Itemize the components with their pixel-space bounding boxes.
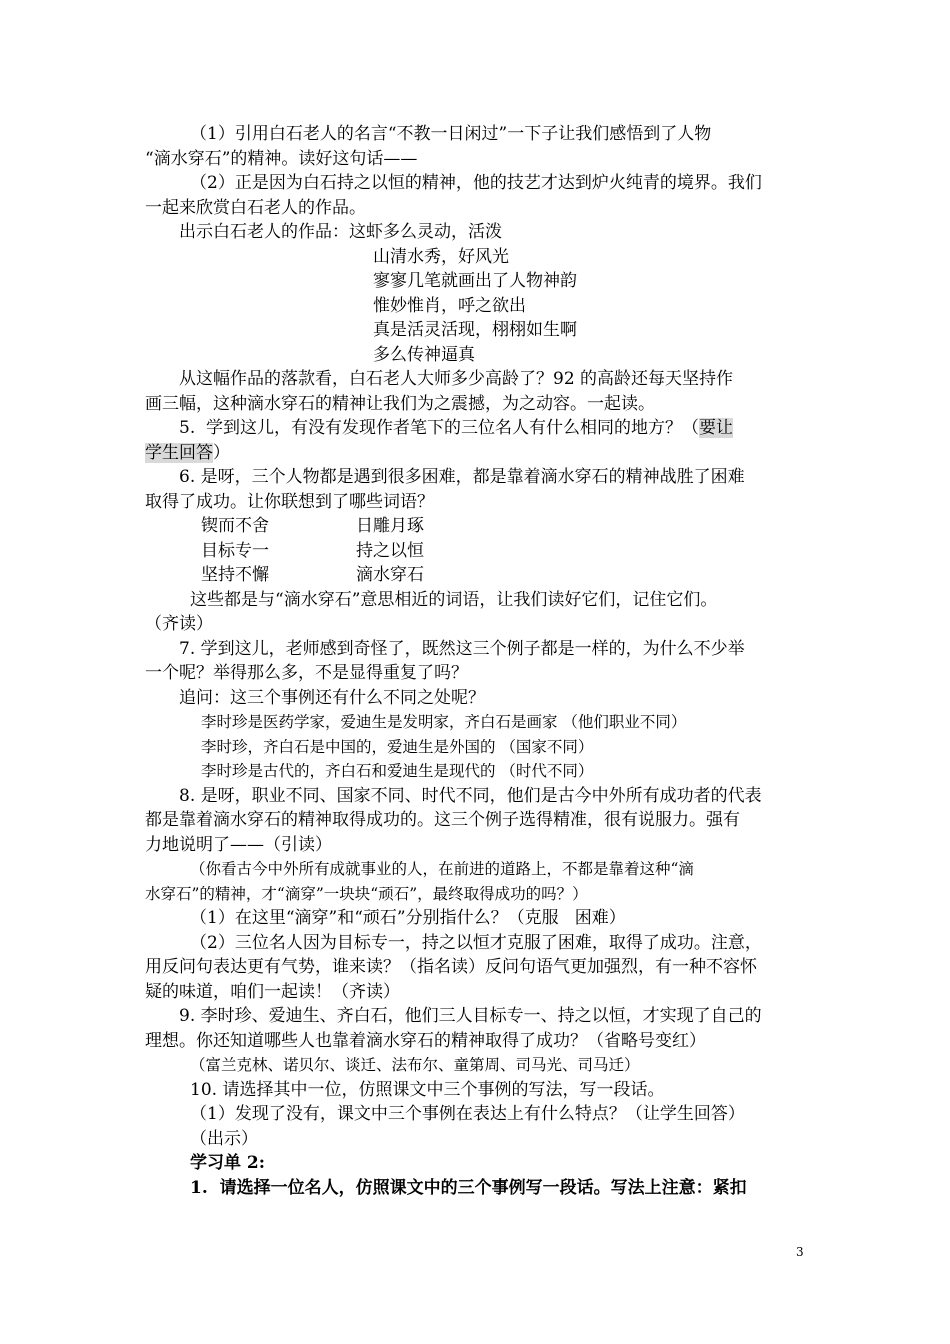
text-line: 10. 请选择其中一位，仿照课文中三个事例的写法，写一段话。 [190,1079,665,1100]
body-text [145,122,805,1200]
text-line: （1）引用白石老人的名言“不教一日闲过”一下子让我们感悟到了人物 [190,124,712,144]
text-line: 从这幅作品的落款看，白石老人大师多少高龄了？92 的高龄还每天坚持作 [179,369,734,389]
highlighted-text: 学生回答 [145,442,213,463]
word: 坚持不懈 [201,565,269,585]
text-line: 理想。你还知道哪些人也靠着滴水穿石的精神取得了成功？（省略号变红） [145,1030,706,1051]
word-pair-row [145,514,805,539]
text-line: 李时珍，齐白石是中国的，爱迪生是外国的 （国家不同） [201,737,594,756]
text-line: 寥寥几笔就画出了人物神韵 [373,271,577,291]
text-line: 取得了成功。让你联想到了哪些词语？ [145,491,434,512]
text-line [145,416,805,441]
text-line: 一个呢？举得那么多，不是显得重复了吗？ [145,663,468,683]
text-line: 9. 李时珍、爱迪生、齐白石，他们三人目标专一、持之以恒，才实现了自己的 [179,1006,762,1026]
text-line: 都是靠着滴水穿石的精神取得成功的。这三个例子选得精准，很有说服力。强有 [145,810,740,830]
text-line: 疑的味道，咱们一起读！（齐读） [145,981,400,1002]
text-line: （你看古今中外所有成就事业的人，在前进的道路上，不都是靠着这种“滴 [190,860,694,878]
word: 目标专一 [201,540,269,561]
highlighted-text: 要让 [699,418,734,438]
text-line: （富兰克林、诺贝尔、谈迁、法布尔、童第周、司马光、司马迁） [190,1056,640,1074]
text-line: 8. 是呀，职业不同、国家不同、时代不同，他们是古今中外所有成功者的代表 [179,785,762,806]
text-segment: ） [213,442,230,463]
text-segment: 5. 学到这儿，有没有发现作者笔下的三位名人有什么相同的地方？（ [179,418,700,438]
text-line: 出示白石老人的作品：这虾多么灵动，活泼 [179,222,502,242]
text-line: 多么传神逼真 [373,344,475,365]
text-line: 李时珍是古代的，齐白石和爱迪生是现代的 （时代不同） [201,762,594,780]
text-line: 用反问句表达更有气势，谁来读？（指名读）反问句语气更加强烈，有一种不容怀 [145,957,757,977]
text-line: （2）正是因为白石持之以恒的精神，他的技艺才达到炉火纯青的境界。我们 [190,173,762,193]
text-line: 6. 是呀，三个人物都是遇到很多困难，都是靠着滴水穿石的精神战胜了困难 [179,467,745,487]
text-line: （2）三位名人因为目标专一，持之以恒才克服了困难，取得了成功。注意， [190,932,762,953]
text-line: 一起来欣赏白石老人的作品。 [145,197,366,218]
text-line: 惟妙惟肖，呼之欲出 [373,295,526,316]
text-line [145,441,805,466]
text-line: 真是活灵活现，栩栩如生啊 [373,320,577,340]
page-number: 3 [796,1245,804,1259]
word-pair-row [145,539,805,564]
text-line: 水穿石”的精神，才“滴穿”一块块“顽石”，最终取得成功的吗？） [145,884,588,903]
text-line: 7. 学到这儿，老师感到奇怪了，既然这三个例子都是一样的，为什么不少举 [179,638,745,659]
text-line: “滴水穿石”的精神。读好这句话—— [145,148,418,169]
text-line: 这些都是与“滴水穿石”意思相近的词语，让我们读好它们，记住它们。 [190,589,718,610]
text-line: （出示） [190,1128,258,1149]
worksheet-item: 1. 请选择一位名人，仿照课文中的三个事例写一段话。写法上注意：紧扣 [190,1177,747,1198]
text-line: （1）在这里“滴穿”和“顽石”分别指什么？（克服 困难） [190,908,626,928]
text-line: （1）发现了没有，课文中三个事例在表达上有什么特点？（让学生回答） [190,1104,745,1124]
text-line: 李时珍是医药学家，爱迪生是发明家，齐白石是画家 （他们职业不同） [201,713,687,731]
text-line: 山清水秀，好风光 [373,246,509,267]
text-line: （齐读） [145,614,213,634]
word: 锲而不舍 [201,516,269,536]
word: 持之以恒 [356,540,424,561]
word: 日雕月琢 [356,516,424,536]
text-line: 追问：这三个事例还有什么不同之处呢？ [179,687,485,708]
word-pair-row [145,563,805,588]
word: 滴水穿石 [356,565,424,585]
text-line: 力地说明了——（引读） [145,834,332,855]
text-line: 画三幅，这种滴水穿石的精神让我们为之震撼，为之动容。一起读。 [145,393,655,414]
worksheet-heading: 学习单 2: [190,1153,266,1173]
